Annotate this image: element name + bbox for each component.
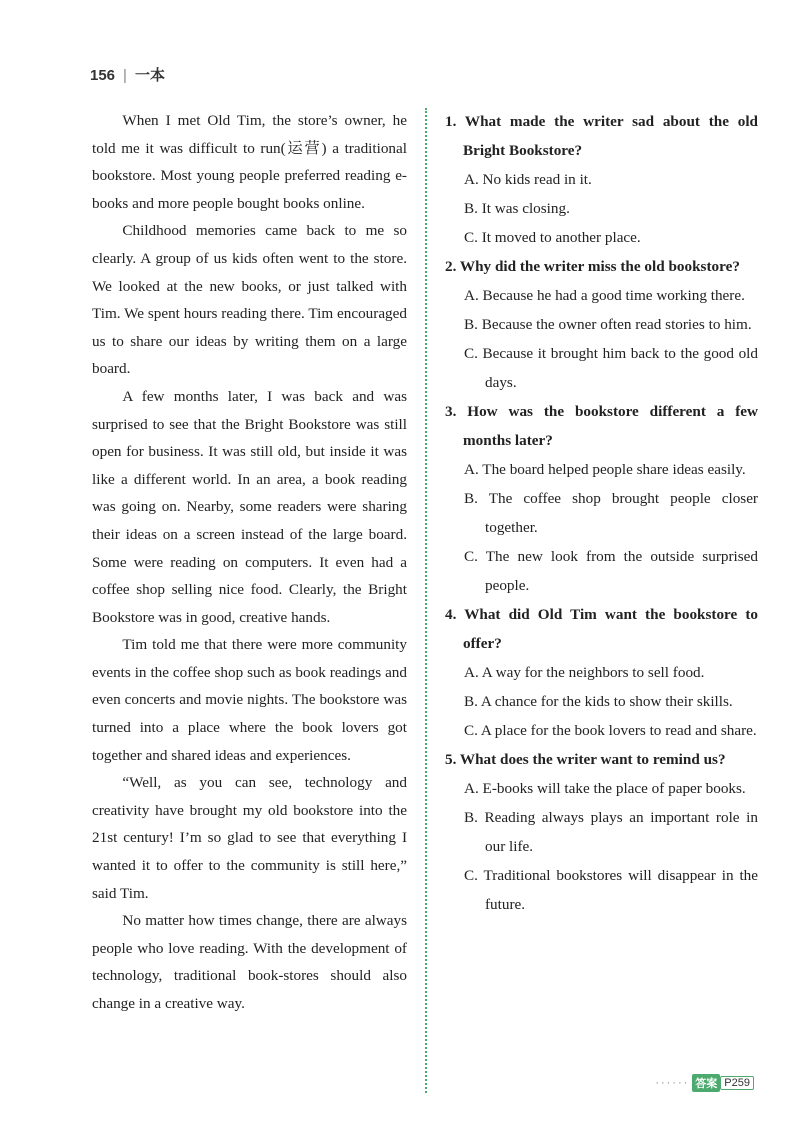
option-c: C. A place for the book lovers to read and share. (464, 722, 757, 739)
question-text: 1. What made the writer sad about the old Bright Bookstore? (445, 113, 758, 159)
option-b: B. Because the owner often read stories to him. (464, 316, 752, 333)
passage-paragraph: No matter how times change, there are always people who love reading. With the development of technology, traditional book-stores should also change in a creative way. (92, 912, 407, 1012)
option-b: B. It was closing. (464, 200, 570, 217)
header-separator: | (123, 67, 127, 84)
question-5 (445, 745, 758, 919)
page-header (90, 64, 165, 85)
question-1 (445, 107, 758, 252)
question-text: 2. Why did the writer miss the old bookstore? (445, 258, 740, 275)
leader-dots: ······ (655, 1077, 690, 1089)
option-c: C. Traditional bookstores will disappear in the future. (464, 867, 758, 913)
option-a: A. A way for the neighbors to sell food. (464, 664, 705, 681)
option-c: C. It moved to another place. (464, 229, 641, 246)
option-b: B. The coffee shop brought people closer together. (464, 490, 758, 536)
question-4 (445, 600, 758, 745)
option-a: A. The board helped people share ideas easily. (464, 461, 746, 478)
question-text: 5. What does the writer want to remind us? (445, 751, 726, 768)
reading-passage (92, 107, 407, 1018)
answer-page: P259 (720, 1076, 754, 1090)
question-text: 4. What did Old Tim want the bookstore to offer? (445, 606, 758, 652)
answer-tag: 答案 (692, 1074, 720, 1092)
option-a: A. No kids read in it. (464, 171, 592, 188)
option-b: B. A chance for the kids to show their skills. (464, 693, 733, 710)
question-text: 3. How was the bookstore different a few months later? (445, 403, 758, 449)
column-divider (425, 108, 427, 1093)
passage-paragraph: “Well, as you can see, technology and creativity have brought my old bookstore into the 21st century! I’m so glad to see that everything I wanted it to offer to the community is still here,” said Tim. (92, 774, 407, 902)
page-number: 156 (90, 67, 116, 84)
option-c: C. Because it brought him back to the good old days. (464, 345, 758, 391)
option-b: B. Reading always plays an important role in our life. (464, 809, 758, 855)
question-3 (445, 397, 758, 600)
answer-reference (655, 1074, 754, 1092)
option-a: A. E-books will take the place of paper books. (464, 780, 746, 797)
option-a: A. Because he had a good time working there. (464, 287, 745, 304)
question-list (445, 107, 758, 919)
question-2 (445, 252, 758, 397)
option-c: C. The new look from the outside surprised people. (464, 548, 758, 594)
passage-paragraph: A few months later, I was back and was surprised to see that the Bright Bookstore was still open for business. It was still old, but inside it was like a different world. In an area, a book reading was going on. Nearby, some readers were sharing their ideas on a screen instead of the large board. Some were reading on computers. It even had a coffee shop selling nice food. Clearly, the Bright Bookstore was in good, creative hands. (92, 387, 407, 626)
passage-paragraph: Tim told me that there were more community events in the coffee shop such as book readings and even concerts and movie nights. The bookstore was turned into a place where the book lovers got together and shared ideas and experiences. (92, 636, 407, 764)
passage-paragraph: Childhood memories came back to me so clearly. A group of us kids often went to the store. We looked at the new books, or just talked with Tim. We spent hours reading there. Tim encouraged us to share our ideas by writing them on a large board. (92, 222, 407, 378)
passage-paragraph: When I met Old Tim, the store’s owner, he told me it was difficult to run(运营) a traditional bookstore. Most young people preferred reading e-books and more people bought books online. (92, 112, 407, 212)
brand-logo: 一本 (134, 67, 165, 84)
